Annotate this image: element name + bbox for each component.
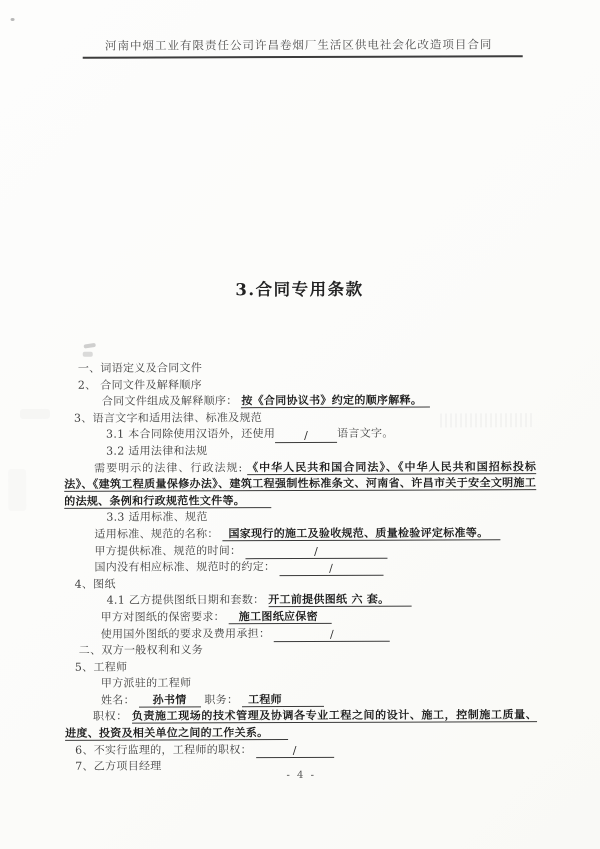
filled-value: 孙书情: [139, 693, 201, 707]
line-text: 3.1 本合同除使用汉语外，还使用: [106, 427, 276, 442]
header-divider-rule: [83, 55, 523, 59]
line-text: 甲方派驻的工程师: [100, 676, 192, 690]
line-text: 使用国外图纸的要求及费用承担：: [100, 626, 275, 641]
contract-line: [75, 658, 537, 676]
section-title: 3.合同专用条款: [235, 279, 364, 300]
line-text: 适用标准、规范的名称：: [94, 527, 223, 541]
line-text: 3、语言文字和适用法律、标准及规范: [73, 410, 263, 425]
contract-line: [101, 691, 537, 709]
scan-artifact-noise: [20, 409, 50, 419]
line-text: 需要明示的法律、行政法规:: [94, 460, 248, 475]
scan-artifact-noise: [8, 469, 26, 511]
contract-line: [102, 392, 536, 410]
contract-line: [64, 459, 536, 510]
line-text: 2、 合同文件及解释顺序: [77, 377, 202, 392]
line-text: 职务：: [200, 693, 243, 707]
line-text: 3.3 适用标准、规范: [106, 510, 208, 525]
blank-field: /: [256, 744, 334, 758]
contract-line: [65, 708, 537, 743]
blank-field: /: [275, 429, 337, 443]
filled-value: 《中华人民共和国合同法》、《中华人民共和国招标投标法》、《建筑工程质量保修办法》、建筑工程强制性标准条文、河南省、许昌市关于安全文明施工的法规、条例和行政规范性文件等。: [64, 459, 537, 508]
contract-line: [79, 641, 537, 659]
line-text: 甲方对图纸的保密要求：: [100, 610, 229, 624]
scan-artifact-dot: [11, 18, 15, 21]
contract-line: [94, 558, 536, 576]
line-text: 姓名：: [100, 693, 139, 707]
contract-line: [74, 409, 536, 427]
contract-line: [75, 575, 537, 593]
line-text: 4.1 乙方提供图纸日期和套数：: [106, 593, 269, 607]
line-text: 合同文件组成及解释顺序：: [101, 394, 242, 408]
line-text: 语言文字。: [337, 427, 394, 441]
line-text: 7、乙方项目经理: [75, 759, 162, 774]
line-text: 职权：: [92, 710, 132, 724]
line-text: 3.2 适用法律和法规: [106, 444, 208, 458]
line-text: 国内没有相应标准、规范时的约定：: [94, 560, 280, 574]
contract-line: [75, 741, 537, 759]
scan-artifact-smudge: [83, 352, 93, 357]
contract-line: [78, 376, 536, 394]
filled-value: 国家现行的施工及验收规范、质量检验评定标准等。: [222, 526, 500, 541]
line-text: 二、双方一般权利和义务: [78, 643, 204, 657]
filled-value: 按《合同协议书》约定的顺序解释。: [241, 394, 430, 409]
contract-line: [94, 525, 536, 543]
line-text: 甲方提供标准、规范的时间：: [94, 543, 246, 558]
filled-value: 工程师: [242, 693, 324, 707]
document-header-title: 河南中烟工业有限责任公司许昌卷烟厂生活区供电社会化改造项目合同: [104, 37, 493, 53]
scan-artifact-smudge: [83, 343, 95, 349]
filled-value: 施工图纸应保密: [229, 610, 332, 624]
contract-line: [94, 542, 536, 560]
line-text: 6、不实行监理的，工程师的职权：: [75, 742, 256, 757]
contract-line: [107, 591, 537, 609]
contract-line: [106, 509, 536, 527]
blank-field: /: [274, 628, 390, 642]
line-text: 5、工程师: [74, 660, 128, 674]
contract-line: [106, 426, 536, 444]
blank-field: /: [245, 545, 387, 559]
blank-field: /: [279, 561, 383, 575]
page-number: - 4 -: [286, 769, 316, 782]
line-text: 4、图纸: [74, 577, 116, 591]
contract-line: [101, 625, 537, 643]
line-text: 一、词语定义及合同文件: [77, 361, 203, 375]
contract-line: [101, 608, 537, 626]
contract-line: [101, 674, 537, 692]
contract-body: [64, 359, 537, 775]
filled-value: 开工前提供图纸 六 套。: [268, 593, 411, 608]
filled-value: 负责施工现场的技术管理及协调各专业工程之间的设计、施工，控制施工质量、进度、投资及相关单位之间的工作关系。: [65, 708, 538, 740]
contract-line: [106, 442, 536, 460]
contract-line: [78, 359, 536, 377]
